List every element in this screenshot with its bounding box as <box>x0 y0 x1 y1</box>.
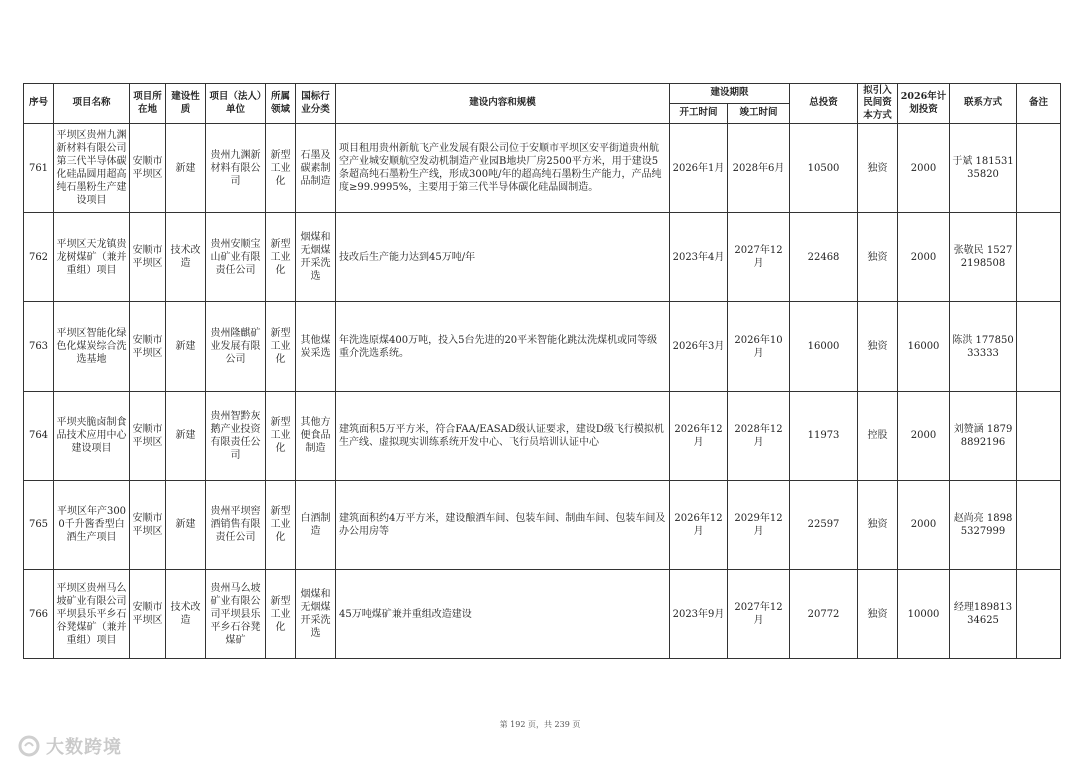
table-row <box>24 480 1061 569</box>
cell-content: 建筑面积约4万平方米，建设酿酒车间、包装车间、制曲车间、包装车间及办公用房等 <box>336 480 670 569</box>
cell-investment: 22468 <box>790 213 858 302</box>
header-capital-mode: 拟引入民间资本方式 <box>858 84 898 124</box>
cell-industry: 白酒制造 <box>296 480 336 569</box>
cell-unit: 贵州马么坡矿业有限公司平坝县乐平乡石谷凳煤矿 <box>206 569 266 658</box>
cell-plan-2026: 2000 <box>898 391 950 480</box>
cell-start: 2023年4月 <box>670 213 728 302</box>
cell-nature: 技术改造 <box>166 569 206 658</box>
header-industry: 国标行业分类 <box>296 84 336 124</box>
cell-content: 45万吨煤矿兼并重组改造建设 <box>336 569 670 658</box>
cell-content: 技改后生产能力达到45万吨/年 <box>336 213 670 302</box>
cell-name: 平坝区年产3000千升酱香型白酒生产项目 <box>54 480 130 569</box>
cell-nature: 新建 <box>166 391 206 480</box>
cell-contact: 张敬民 15272198508 <box>950 213 1017 302</box>
cell-name: 平坝区天龙镇贵龙树煤矿（兼并重组）项目 <box>54 213 130 302</box>
cell-end: 2027年12月 <box>728 569 790 658</box>
cell-plan-2026: 16000 <box>898 302 950 391</box>
header-end: 竣工时间 <box>728 104 790 124</box>
cell-start: 2026年3月 <box>670 302 728 391</box>
table-row <box>24 213 1061 302</box>
cell-field: 新型工业化 <box>266 302 296 391</box>
cell-industry: 其他煤炭采选 <box>296 302 336 391</box>
cell-capital-mode: 独资 <box>858 302 898 391</box>
cell-field: 新型工业化 <box>266 391 296 480</box>
cell-start: 2023年9月 <box>670 569 728 658</box>
cell-capital-mode: 独资 <box>858 480 898 569</box>
cell-unit: 贵州平坝窖酒销售有限责任公司 <box>206 480 266 569</box>
header-content: 建设内容和规模 <box>336 84 670 124</box>
header-plan-2026: 2026年计划投资 <box>898 84 950 124</box>
cell-industry: 其他方便食品制造 <box>296 391 336 480</box>
cell-capital-mode: 独资 <box>858 569 898 658</box>
cell-plan-2026: 10000 <box>898 569 950 658</box>
table-row <box>24 391 1061 480</box>
header-start: 开工时间 <box>670 104 728 124</box>
cell-investment: 20772 <box>790 569 858 658</box>
cell-remark <box>1017 569 1061 658</box>
cell-remark <box>1017 124 1061 213</box>
cell-field: 新型工业化 <box>266 213 296 302</box>
header-field: 所属领域 <box>266 84 296 124</box>
cell-contact: 刘赞涵 18798892196 <box>950 391 1017 480</box>
table-header-row <box>24 84 1061 104</box>
project-table <box>23 83 1061 659</box>
cell-plan-2026: 2000 <box>898 213 950 302</box>
cell-nature: 新建 <box>166 302 206 391</box>
header-location: 项目所在地 <box>130 84 166 124</box>
cell-start: 2026年12月 <box>670 480 728 569</box>
cell-nature: 新建 <box>166 124 206 213</box>
cell-unit: 贵州隆麒矿业发展有限公司 <box>206 302 266 391</box>
cell-field: 新型工业化 <box>266 480 296 569</box>
page-footer: 第 192 页，共 239 页 <box>499 720 581 729</box>
cell-end: 2029年12月 <box>728 480 790 569</box>
cell-nature: 新建 <box>166 480 206 569</box>
cell-field: 新型工业化 <box>266 124 296 213</box>
cell-capital-mode: 独资 <box>858 124 898 213</box>
cell-remark <box>1017 213 1061 302</box>
cell-contact: 陈洪 17785033333 <box>950 302 1017 391</box>
cell-content: 建筑面积5万平方米，符合FAA/EASAD级认证要求，建设D级飞行模拟机生产线、虚拟现实训练系统开发中心、飞行员培训认证中心 <box>336 391 670 480</box>
header-investment: 总投资 <box>790 84 858 124</box>
cell-capital-mode: 控股 <box>858 391 898 480</box>
watermark-logo <box>18 733 122 759</box>
cell-remark <box>1017 302 1061 391</box>
cell-name: 平坝区智能化绿色化煤炭综合洗选基地 <box>54 302 130 391</box>
cell-investment: 11973 <box>790 391 858 480</box>
cell-end: 2026年10月 <box>728 302 790 391</box>
cell-industry: 烟煤和无烟煤开采洗选 <box>296 569 336 658</box>
cell-location: 安顺市平坝区 <box>130 302 166 391</box>
header-seq: 序号 <box>24 84 54 124</box>
table-row <box>24 124 1061 213</box>
header-unit: 项目（法人）单位 <box>206 84 266 124</box>
cell-content: 项目租用贵州新航飞产业发展有限公司位于安顺市平坝区安平街道贵州航空产业城安顺航空发动机制造产业园B地块厂房2500平方米，用于建设5条超高纯石墨粉生产线，形成300吨/年的超高纯石墨粉生产能力，产品纯度≥99.9995%，主要用于第三代半导体碳化硅晶圆制造。 <box>336 124 670 213</box>
cell-seq: 762 <box>24 213 54 302</box>
cell-seq: 761 <box>24 124 54 213</box>
cell-remark <box>1017 480 1061 569</box>
cell-location: 安顺市平坝区 <box>130 569 166 658</box>
cell-end: 2028年12月 <box>728 391 790 480</box>
header-nature: 建设性质 <box>166 84 206 124</box>
cell-industry: 石墨及碳素制品制造 <box>296 124 336 213</box>
cell-plan-2026: 2000 <box>898 480 950 569</box>
cell-unit: 贵州九渊新材料有限公司 <box>206 124 266 213</box>
header-remark: 备注 <box>1017 84 1061 124</box>
cell-unit: 贵州智黔灰鹅产业投资有限责任公司 <box>206 391 266 480</box>
cell-unit: 贵州安顺宝山矿业有限责任公司 <box>206 213 266 302</box>
cell-name: 平坝区贵州马么坡矿业有限公司平坝县乐平乡石谷凳煤矿（兼并重组）项目 <box>54 569 130 658</box>
cell-contact: 于斌 18153135820 <box>950 124 1017 213</box>
table-row <box>24 302 1061 391</box>
cell-content: 年洗选原煤400万吨，投入5台先进的20平米智能化跳汰洗煤机或同等级重介洗选系统。 <box>336 302 670 391</box>
cell-location: 安顺市平坝区 <box>130 480 166 569</box>
header-name: 项目名称 <box>54 84 130 124</box>
cell-industry: 烟煤和无烟煤开采洗选 <box>296 213 336 302</box>
cell-end: 2028年6月 <box>728 124 790 213</box>
cell-seq: 763 <box>24 302 54 391</box>
cell-investment: 16000 <box>790 302 858 391</box>
watermark-text: 大数跨境 <box>46 737 122 758</box>
cell-investment: 10500 <box>790 124 858 213</box>
cell-location: 安顺市平坝区 <box>130 213 166 302</box>
header-period: 建设期限 <box>670 84 790 104</box>
cell-field: 新型工业化 <box>266 569 296 658</box>
header-contact: 联系方式 <box>950 84 1017 124</box>
cell-start: 2026年1月 <box>670 124 728 213</box>
cell-nature: 技术改造 <box>166 213 206 302</box>
cell-location: 安顺市平坝区 <box>130 124 166 213</box>
cell-remark <box>1017 391 1061 480</box>
cell-contact: 赵尚亮 18985327999 <box>950 480 1017 569</box>
cell-plan-2026: 2000 <box>898 124 950 213</box>
cell-location: 安顺市平坝区 <box>130 391 166 480</box>
cell-contact: 经理18981334625 <box>950 569 1017 658</box>
cell-seq: 766 <box>24 569 54 658</box>
cell-start: 2026年12月 <box>670 391 728 480</box>
cell-investment: 22597 <box>790 480 858 569</box>
cell-seq: 765 <box>24 480 54 569</box>
cell-capital-mode: 独资 <box>858 213 898 302</box>
table-row <box>24 569 1061 658</box>
cell-end: 2027年12月 <box>728 213 790 302</box>
watermark-logo-icon <box>18 735 40 757</box>
cell-name: 平坝区贵州九渊新材料有限公司第三代半导体碳化硅晶圆用超高纯石墨粉生产建设项目 <box>54 124 130 213</box>
cell-name: 平坝夹脆卤制食品技术应用中心建设项目 <box>54 391 130 480</box>
cell-seq: 764 <box>24 391 54 480</box>
